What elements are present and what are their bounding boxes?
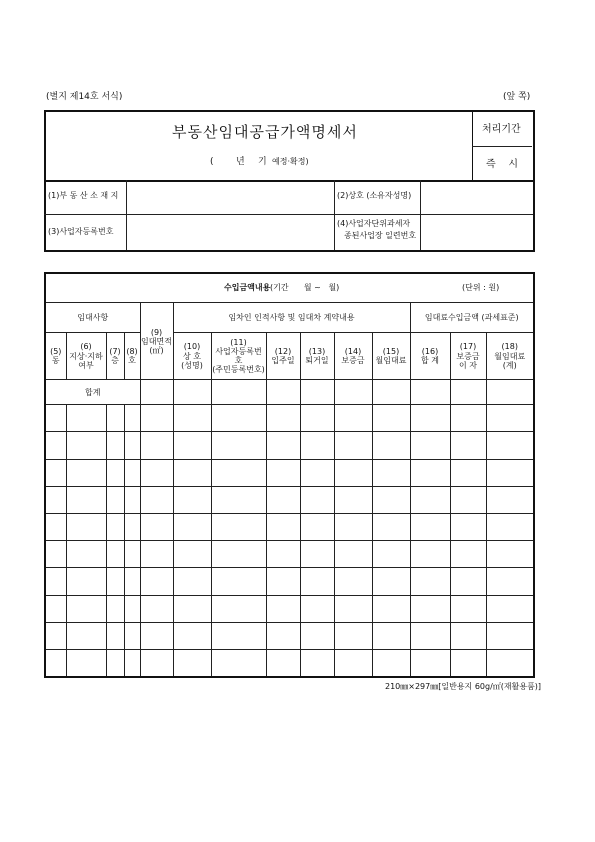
rent-section-header: 임대료수입금액 (과세표준): [410, 303, 534, 333]
table-cell[interactable]: [486, 650, 534, 677]
table-cell[interactable]: [300, 405, 334, 432]
table-cell[interactable]: [300, 459, 334, 486]
table-cell[interactable]: [372, 622, 410, 649]
table-cell[interactable]: [486, 486, 534, 513]
location-label: (1)부 동 산 소 재 지: [48, 191, 119, 200]
table-cell[interactable]: [300, 541, 334, 568]
table-cell[interactable]: [45, 432, 66, 459]
table-cell[interactable]: [372, 595, 410, 622]
table-row: [45, 622, 534, 649]
table-cell[interactable]: [266, 568, 300, 595]
table-cell[interactable]: [334, 514, 372, 541]
table-cell[interactable]: [300, 380, 334, 405]
table-row: [45, 514, 534, 541]
table-cell[interactable]: [106, 405, 124, 432]
table-cell[interactable]: [211, 568, 266, 595]
table-cell[interactable]: [66, 650, 106, 677]
table-cell[interactable]: [66, 541, 106, 568]
table-cell[interactable]: [450, 568, 486, 595]
table-row: [45, 541, 534, 568]
income-heading-row: [45, 273, 534, 303]
table-cell[interactable]: [211, 514, 266, 541]
table-cell[interactable]: [173, 650, 211, 677]
table-cell[interactable]: [45, 568, 66, 595]
table-cell[interactable]: [410, 622, 450, 649]
table-cell[interactable]: [486, 622, 534, 649]
table-cell[interactable]: [410, 405, 450, 432]
table-cell[interactable]: [124, 622, 140, 649]
col-15-header: (15) 월임대료: [372, 333, 410, 380]
title-box: [44, 110, 535, 182]
table-cell[interactable]: [486, 380, 534, 405]
table-cell[interactable]: [372, 568, 410, 595]
table-cell[interactable]: [486, 595, 534, 622]
total-label: 합계: [45, 380, 140, 405]
table-cell[interactable]: [334, 622, 372, 649]
table-cell[interactable]: [211, 622, 266, 649]
table-cell[interactable]: [106, 568, 124, 595]
processing-label: 처리기간: [482, 124, 521, 135]
table-cell[interactable]: [140, 514, 173, 541]
table-cell[interactable]: [173, 432, 211, 459]
col-12-header: (12) 입주일: [266, 333, 300, 380]
table-cell[interactable]: [300, 486, 334, 513]
table-cell[interactable]: [300, 595, 334, 622]
table-row: [45, 650, 534, 677]
table-cell[interactable]: [450, 541, 486, 568]
table-cell[interactable]: [334, 541, 372, 568]
table-cell[interactable]: [124, 568, 140, 595]
table-cell[interactable]: [410, 380, 450, 405]
trade-name-label: (2)상호 (소유자성명): [337, 191, 412, 200]
table-cell[interactable]: [450, 432, 486, 459]
table-cell[interactable]: [334, 459, 372, 486]
table-cell[interactable]: [106, 459, 124, 486]
area-header: (9) 임대면적 (㎡): [140, 303, 173, 380]
table-cell[interactable]: [266, 622, 300, 649]
table-cell[interactable]: [124, 595, 140, 622]
processing-value: 즉 시: [486, 159, 519, 170]
table-cell[interactable]: [450, 514, 486, 541]
table-cell[interactable]: [300, 568, 334, 595]
lease-section-header: 임대사항: [45, 303, 140, 333]
table-cell[interactable]: [334, 405, 372, 432]
table-cell[interactable]: [450, 650, 486, 677]
col-18-header: (18) 월임대료 (계): [486, 333, 534, 380]
table-cell[interactable]: [266, 650, 300, 677]
table-cell[interactable]: [372, 541, 410, 568]
table-cell[interactable]: [486, 514, 534, 541]
table-row: [45, 405, 534, 432]
table-cell[interactable]: [140, 568, 173, 595]
table-cell[interactable]: [300, 514, 334, 541]
table-cell[interactable]: [106, 432, 124, 459]
table-cell[interactable]: [410, 459, 450, 486]
table-cell[interactable]: [372, 432, 410, 459]
table-cell[interactable]: [124, 432, 140, 459]
form-title: 부동산임대공급가액명세서: [172, 123, 358, 141]
table-cell[interactable]: [66, 405, 106, 432]
col-13-header: (13) 퇴거일: [300, 333, 334, 380]
table-cell[interactable]: [334, 432, 372, 459]
table-cell[interactable]: [450, 380, 486, 405]
table-cell[interactable]: [450, 459, 486, 486]
table-cell[interactable]: [410, 541, 450, 568]
table-cell[interactable]: [211, 459, 266, 486]
table-cell[interactable]: [300, 622, 334, 649]
table-cell[interactable]: [45, 405, 66, 432]
table-cell[interactable]: [124, 514, 140, 541]
serial-number-label: 종된사업장 일련번호: [344, 231, 417, 240]
page-side: (앞 쪽): [503, 92, 531, 102]
table-cell[interactable]: [45, 650, 66, 677]
table-cell[interactable]: [124, 541, 140, 568]
table-cell[interactable]: [486, 432, 534, 459]
table-cell[interactable]: [410, 514, 450, 541]
table-cell[interactable]: [266, 380, 300, 405]
form-number: (별지 제14호 서식): [46, 92, 123, 102]
table-cell[interactable]: [124, 459, 140, 486]
table-cell[interactable]: [66, 568, 106, 595]
table-cell[interactable]: [211, 432, 266, 459]
table-cell[interactable]: [124, 405, 140, 432]
table-cell[interactable]: [173, 541, 211, 568]
table-cell[interactable]: [66, 514, 106, 541]
table-cell[interactable]: [372, 405, 410, 432]
table-cell[interactable]: [372, 486, 410, 513]
table-cell[interactable]: [300, 432, 334, 459]
table-cell[interactable]: [211, 650, 266, 677]
income-period: (기간 월 ~ 월): [270, 283, 340, 292]
table-cell[interactable]: [372, 380, 410, 405]
status-label: 예정·확정): [272, 157, 309, 166]
paper-spec: 210㎜×297㎜[일반용지 60g/㎡(재활용품)]: [385, 682, 542, 691]
col-14-header: (14) 보증금: [334, 333, 372, 380]
table-row: [45, 486, 534, 513]
table-cell[interactable]: [211, 595, 266, 622]
unit-tax-label: (4)사업자단위과세자: [337, 219, 411, 228]
col-17-header: (17) 보증금 이 자: [450, 333, 486, 380]
table-cell[interactable]: [211, 405, 266, 432]
table-cell[interactable]: [124, 486, 140, 513]
year-label: 년: [236, 157, 245, 167]
table-cell[interactable]: [211, 541, 266, 568]
table-cell[interactable]: [106, 541, 124, 568]
table-cell[interactable]: [66, 432, 106, 459]
table-cell[interactable]: [106, 650, 124, 677]
table-cell[interactable]: [266, 486, 300, 513]
data-rows: [45, 405, 534, 677]
table-cell[interactable]: [173, 595, 211, 622]
table-cell[interactable]: [140, 380, 173, 405]
table-cell[interactable]: [372, 514, 410, 541]
table-row: [45, 595, 534, 622]
table-cell[interactable]: [140, 432, 173, 459]
table-cell[interactable]: [300, 650, 334, 677]
table-cell[interactable]: [173, 514, 211, 541]
table-cell[interactable]: [334, 380, 372, 405]
table-cell[interactable]: [486, 405, 534, 432]
business-number-label: (3)사업자등록번호: [48, 227, 114, 236]
period-paren: (: [210, 157, 214, 167]
table-cell[interactable]: [211, 380, 266, 405]
table-cell[interactable]: [66, 595, 106, 622]
table-cell[interactable]: [45, 541, 66, 568]
table-cell[interactable]: [450, 405, 486, 432]
table-cell[interactable]: [211, 486, 266, 513]
table-cell[interactable]: [410, 568, 450, 595]
table-cell[interactable]: [45, 459, 66, 486]
table-cell[interactable]: [173, 380, 211, 405]
table-cell[interactable]: [266, 514, 300, 541]
table-cell[interactable]: [372, 459, 410, 486]
table-cell[interactable]: [173, 459, 211, 486]
table-cell[interactable]: [334, 650, 372, 677]
col-16-header: (16) 합 계: [410, 333, 450, 380]
table-cell[interactable]: [266, 432, 300, 459]
table-cell[interactable]: [410, 595, 450, 622]
col-5-header: (5) 동: [45, 333, 66, 380]
col-11-header: (11) 사업자등록번호 (주민등록번호): [211, 333, 266, 380]
unit-label: (단위 : 원): [462, 283, 500, 292]
table-cell[interactable]: [106, 595, 124, 622]
table-row: [45, 432, 534, 459]
table-cell[interactable]: [140, 459, 173, 486]
table-cell[interactable]: [372, 650, 410, 677]
table-cell[interactable]: [173, 568, 211, 595]
col-7-header: (7) 층: [106, 333, 124, 380]
table-cell[interactable]: [140, 541, 173, 568]
table-cell[interactable]: [173, 486, 211, 513]
table-cell[interactable]: [334, 486, 372, 513]
table-cell[interactable]: [106, 622, 124, 649]
table-cell[interactable]: [66, 459, 106, 486]
tenant-section-header: 임차인 인적사항 및 임대차 계약내용: [173, 303, 410, 333]
col-8-header: (8) 호: [124, 333, 140, 380]
table-cell[interactable]: [334, 595, 372, 622]
table-row: [45, 459, 534, 486]
table-cell[interactable]: [66, 486, 106, 513]
table-cell[interactable]: [140, 650, 173, 677]
col-6-header: (6) 지상·지하 여부: [66, 333, 106, 380]
table-cell[interactable]: [106, 486, 124, 513]
table-cell[interactable]: [140, 405, 173, 432]
term-label: 기: [258, 157, 267, 167]
table-cell[interactable]: [410, 650, 450, 677]
table-cell[interactable]: [486, 459, 534, 486]
income-heading: 수입금액내용: [224, 283, 271, 292]
table-cell[interactable]: [66, 622, 106, 649]
income-table: [44, 272, 535, 678]
table-cell[interactable]: [140, 486, 173, 513]
table-cell[interactable]: [450, 595, 486, 622]
table-cell[interactable]: [173, 405, 211, 432]
table-cell[interactable]: [450, 622, 486, 649]
table-cell[interactable]: [334, 568, 372, 595]
table-cell[interactable]: [266, 405, 300, 432]
table-cell[interactable]: [124, 650, 140, 677]
table-cell[interactable]: [173, 622, 211, 649]
table-cell[interactable]: [45, 622, 66, 649]
table-cell[interactable]: [45, 514, 66, 541]
table-cell[interactable]: [45, 486, 66, 513]
table-cell[interactable]: [45, 595, 66, 622]
table-cell[interactable]: [266, 459, 300, 486]
table-cell[interactable]: [410, 432, 450, 459]
col-10-header: (10) 상 호 (성명): [173, 333, 211, 380]
table-cell[interactable]: [486, 568, 534, 595]
table-cell[interactable]: [486, 541, 534, 568]
table-cell[interactable]: [266, 595, 300, 622]
table-cell[interactable]: [450, 486, 486, 513]
table-cell[interactable]: [140, 622, 173, 649]
table-cell[interactable]: [410, 486, 450, 513]
table-cell[interactable]: [266, 541, 300, 568]
table-cell[interactable]: [140, 595, 173, 622]
table-cell[interactable]: [106, 514, 124, 541]
table-row: [45, 568, 534, 595]
